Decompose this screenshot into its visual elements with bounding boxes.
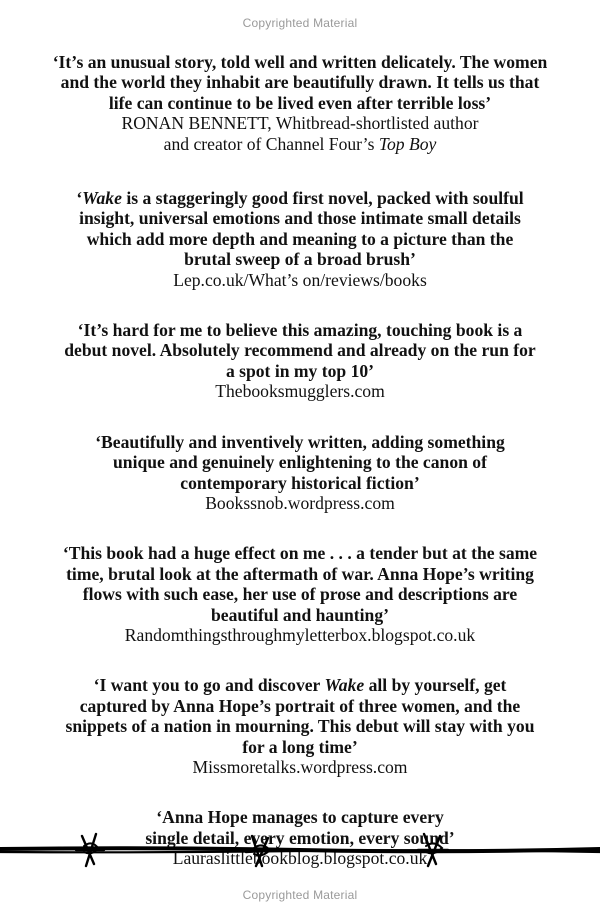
review-quote-6 xyxy=(0,675,600,777)
quote-title-italic: Wake xyxy=(324,675,365,696)
quote-source-italic: Top Boy xyxy=(378,133,437,154)
watermark-bottom: Copyrighted Material xyxy=(242,888,358,902)
review-quotes xyxy=(0,52,600,869)
quote-text xyxy=(65,188,535,270)
quote-body: is a staggeringly good first novel, packed with soulful insight, universal emotions and those intimate small details which add more depth and meaning to a picture than the brutal sweep of a broad brush’ xyxy=(79,188,524,270)
quote-body: all by yourself, get captured by Anna Hope’s portrait of three women, and the snippets of a nation in mourning. This debut will stay with you for a long time’ xyxy=(65,675,535,757)
quote-text: ‘It’s an unusual story, told well and written delicately. The women and the world they inhabit are beautifully drawn. It tells us that life can continue to be lived even after terrible loss’ xyxy=(52,52,548,113)
quote-source: Missmoretalks.wordpress.com xyxy=(192,756,408,777)
quote-source-line2 xyxy=(0,134,600,154)
quote-title-italic: Wake xyxy=(82,188,122,209)
quote-text: ‘Beautifully and inventively written, adding something unique and genuinely enlightening to the canon of contemporary historical fiction’ xyxy=(95,431,505,493)
quote-source-prefix: and creator of Channel Four’s xyxy=(163,133,379,154)
quote-source: Lauraslittlebookblog.blogspot.co.uk xyxy=(172,848,428,869)
quote-source: Bookssnob.wordpress.com xyxy=(205,492,395,513)
watermark-top: Copyrighted Material xyxy=(242,16,358,30)
review-quote-2 xyxy=(0,188,600,290)
quote-text: ‘This book had a huge effect on me . . . a tender but at the same time, brutal look at the aftermath of war. Anna Hope’s writing flows with such ease, her use of prose and descriptions are beautiful and haunting’ xyxy=(62,543,538,625)
quote-text: ‘It’s hard for me to believe this amazing, touching book is a debut novel. Absolutely recommend and already on the run for a spot in my top 10’ xyxy=(64,320,536,381)
review-quote-3 xyxy=(0,320,600,402)
quote-source: RONAN BENNETT, Whitbread-shortlisted author xyxy=(121,113,479,134)
quote-open: ‘ xyxy=(76,188,83,209)
quote-source: Randomthingsthroughmyletterbox.blogspot.co.uk xyxy=(124,624,476,645)
review-quote-5 xyxy=(0,543,600,645)
quote-source: Thebooksmugglers.com xyxy=(215,381,385,402)
review-quote-1 xyxy=(0,52,600,154)
review-quote-4 xyxy=(0,432,600,514)
quote-source: Lep.co.uk/What’s on/reviews/books xyxy=(173,269,427,290)
quote-text: ‘Anna Hope manages to capture every single detail, every emotion, every sound’ xyxy=(145,807,455,848)
quote-pre: ‘I want you to go and discover xyxy=(93,675,325,696)
barbed-wire-icon xyxy=(0,828,600,872)
quote-text xyxy=(60,675,540,757)
